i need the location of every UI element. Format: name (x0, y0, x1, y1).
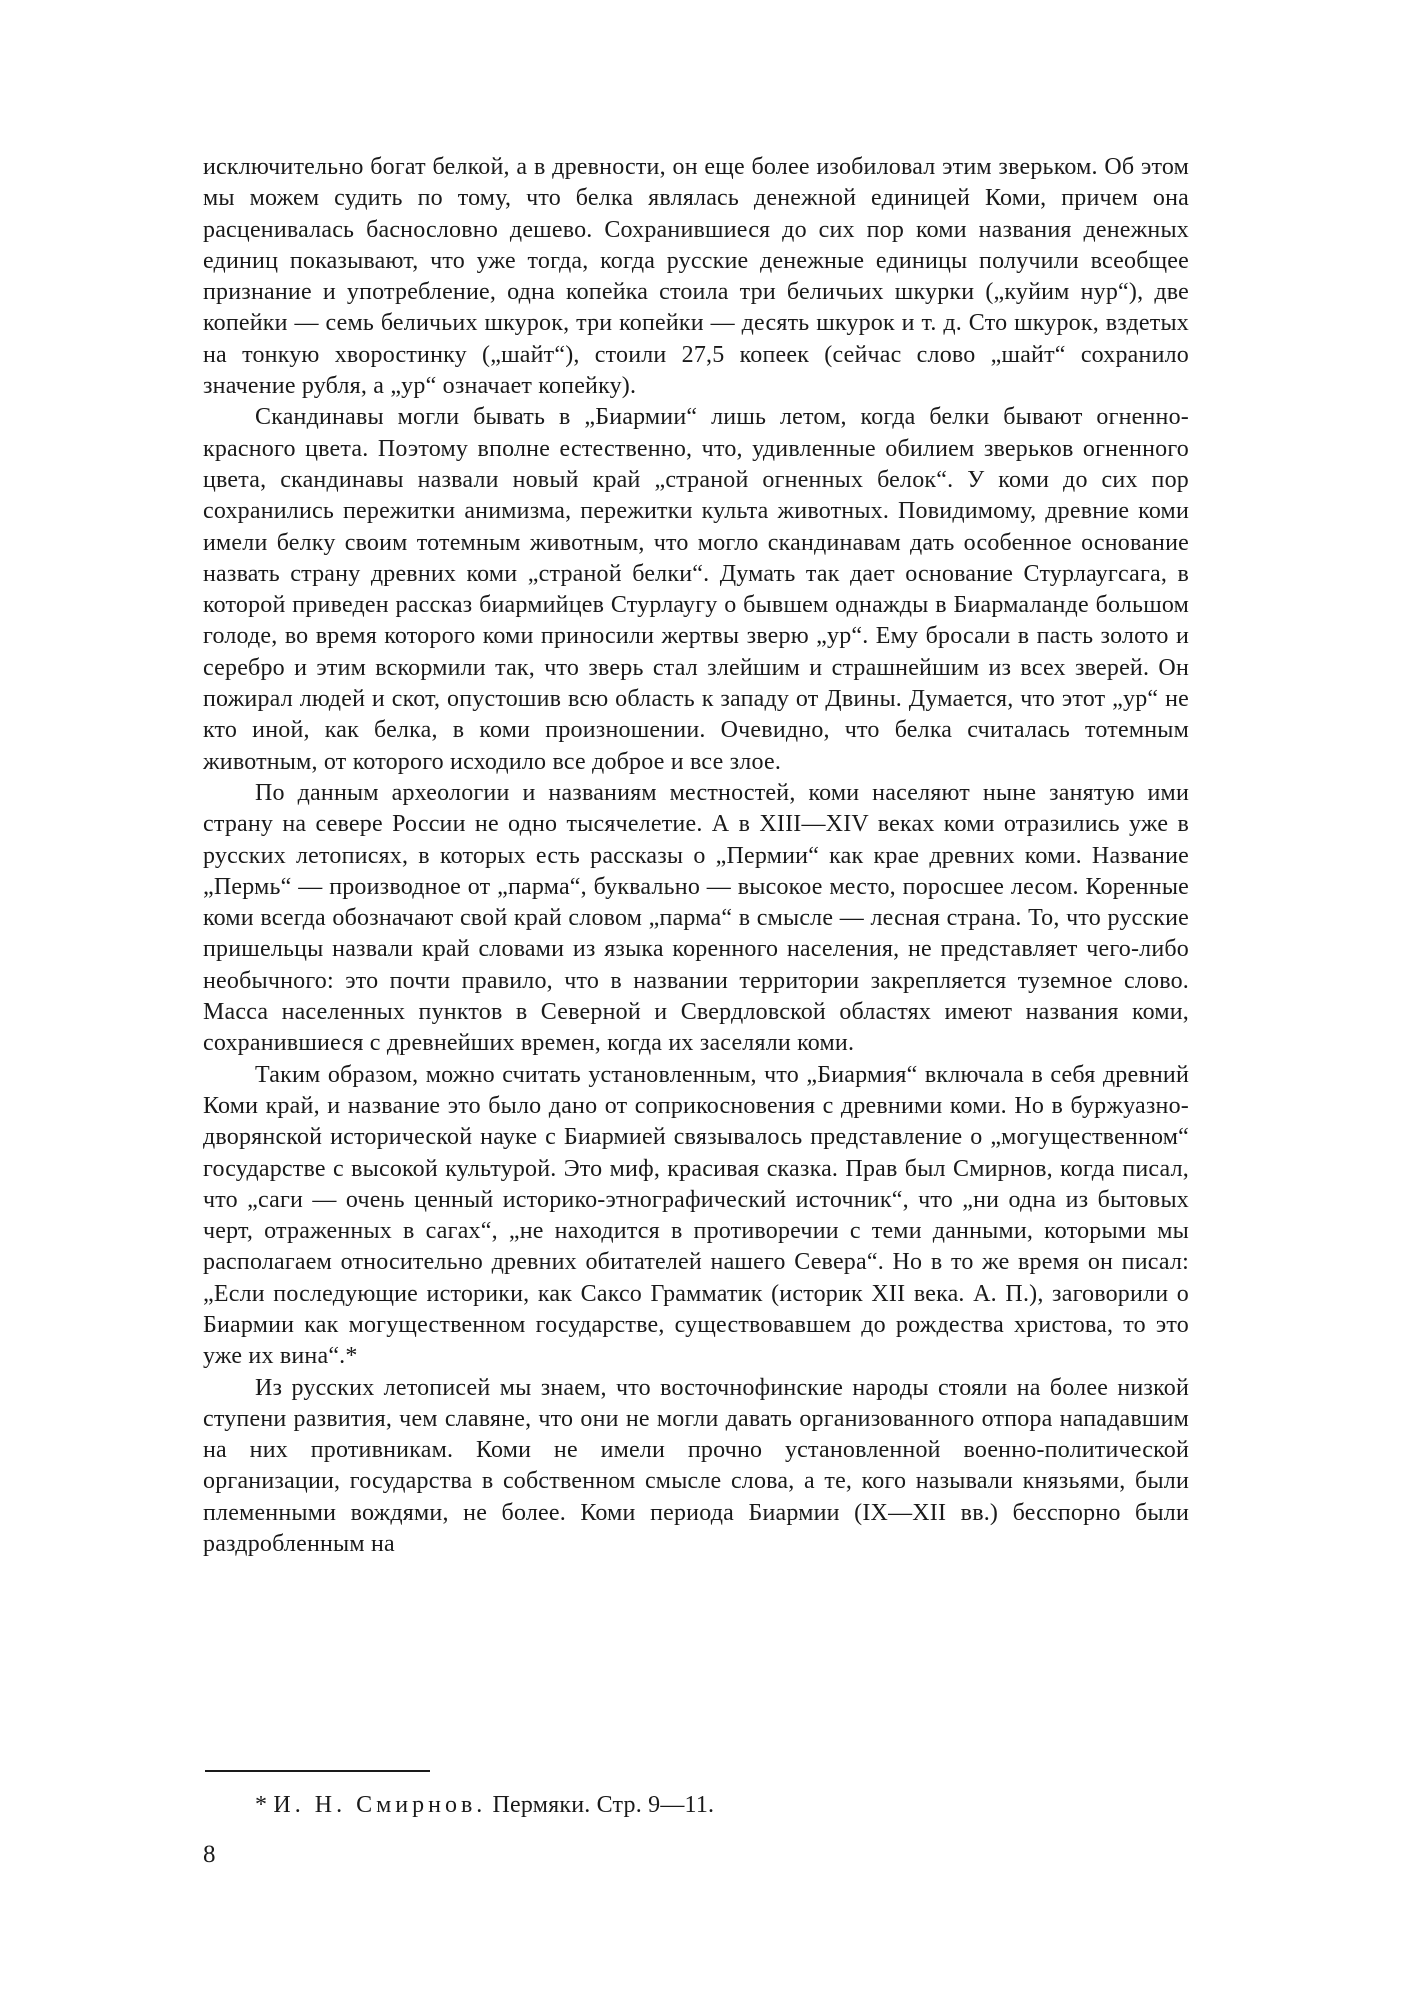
footnote-text: Пермяки. Стр. 9—11. (492, 1792, 715, 1818)
footnote-author: И. Н. Смирнов. (273, 1792, 487, 1818)
footnote-marker: * (255, 1792, 268, 1818)
paragraph-3: По данным археологии и названиям местностей, коми населяют ныне занятую ими страну на севере России не одно тысячелетие. А в XIII—XIV веках коми отразились уже в русских летописях, в которых есть рассказы о „Пермии“ как крае древних коми. Название „Пермь“ — производное от „парма“, буквально — высокое место, поросшее лесом. Коренные коми всегда обозначают свой край словом „парма“ в смысле — лесная страна. То, что русские пришельцы назвали край словами из языка коренного населения, не представляет чего-либо необычного: это почти правило, что в названии территории закрепляется туземное слово. Масса населенных пунктов в Северной и Свердловской областях имеют названия коми, сохранившиеся с древнейших времен, когда их заселяли коми. (203, 779, 1189, 1057)
paragraph-5: Из русских летописей мы знаем, что восточнофинские народы стояли на более низкой ступени развития, чем славяне, что они не могли давать организованного отпора нападавшим на них противникам. Коми не имели прочно установленной военно-политической организации, государства в собственном смысле слова, а те, кого называли князьями, были племенными вождями, не более. Коми периода Биармии (IX—XII вв.) бесспорно были раздробленным на (203, 1374, 1189, 1558)
paragraph-2: Скандинавы могли бывать в „Биармии“ лишь летом, когда белки бывают огненно-красного цвета. Поэтому вполне естественно, что, удивленные обилием зверьков огненного цвета, скандинавы назвали новый край „страной огненных белок“. У коми до сих пор сохранились пережитки анимизма, пережитки культа животных. Повидимому, древние коми имели белку своим тотемным животным, что могло скандинавам дать особенное основание назвать страну древних коми „страной белки“. Думать так дает основание Стурлаугсага, в которой приведен рассказ биармийцев Стурлаугу о бывшем однажды в Биармаланде большом голоде, во время которого коми приносили жертвы зверю „ур“. Ему бросали в пасть золото и серебро и этим вскормили так, что зверь стал злейшим и страшнейшим из всех зверей. Он пожирал людей и скот, опустошив всю область к западу от Двины. Думается, что этот „ур“ не кто иной, как белка, в коми произношении. Очевидно, что белка считалась тотемным животным, от которого исходило все доброе и все злое. (203, 404, 1189, 775)
footnote-divider (205, 1770, 430, 1772)
page-number: 8 (203, 1841, 216, 1868)
footnote (255, 1790, 714, 1820)
paragraph-1: исключительно богат белкой, а в древности, он еще более изобиловал этим зверьком. Об этом мы можем судить по тому, что белка являлась денежной единицей Коми, причем она расценивалась баснословно дешево. Сохранившиеся до сих пор коми названия денежных единиц показывают, что уже тогда, когда русские денежные единицы получили всеобщее признание и употребление, одна копейка стоила три беличьих шкурки („куйим нур“), две копейки — семь беличьих шкурок, три копейки — десять шкурок и т. д. Сто шкурок, вздетых на тонкую хворостинку („шайт“), стоили 27,5 копеек (сейчас слово „шайт“ сохранило значение рубля, а „ур“ означает копейку). (203, 154, 1189, 400)
paragraph-4: Таким образом, можно считать установленным, что „Биармия“ включала в себя древний Коми край, и название это было дано от соприкосновения с древними коми. Но в буржуазно-дворянской исторической науке с Биармией связывалось представление о „могущественном“ государстве с высокой культурой. Это миф, красивая сказка. Прав был Смирнов, когда писал, что „саги — очень ценный историко-этнографический источник“, что „ни одна из бытовых черт, отраженных в сагах“, „не находится в противоречии с теми данными, которыми мы располагаем относительно древних обитателей нашего Севера“. Но в то же время он писал: „Если последующие историки, как Саксо Грамматик (историк XII века. А. П.), заговорили о Биармии как могущественном государстве, существовавшем до рождества христова, то это уже их вина“.* (203, 1061, 1189, 1370)
body-text (203, 152, 1189, 1560)
